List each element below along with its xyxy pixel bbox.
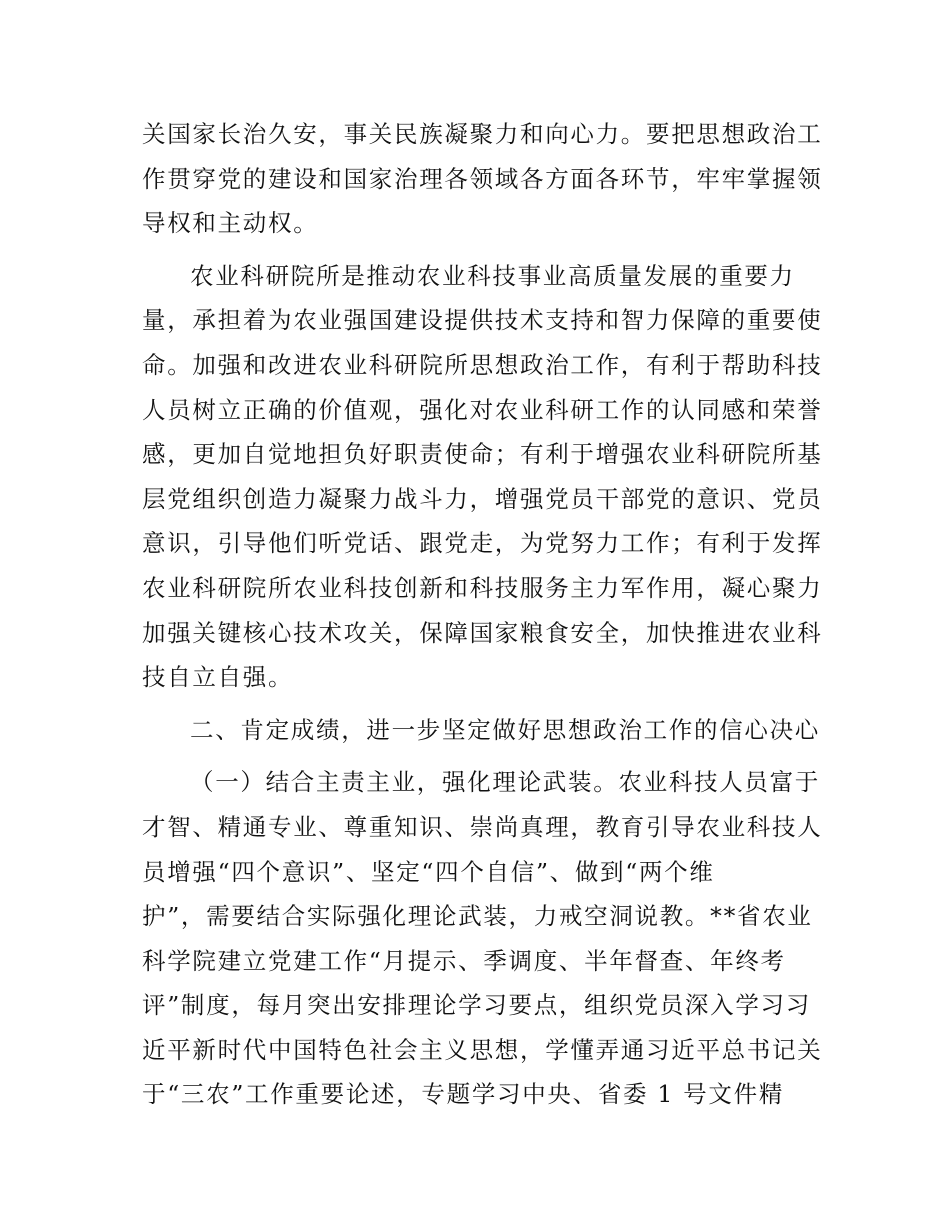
paragraph-research-institutes [142,254,823,700]
paragraph-line: 于“三农”工作重要论述，专题学习中央、省委 1 号文件精 [142,1080,785,1109]
paragraph-line: 层党组织创造力凝聚力战斗力，增强党员干部党的意识、党员 [142,484,823,513]
paragraph-line: （一）结合主责主业，强化理论武装。农业科技人员富于 [190,768,820,797]
paragraph-continuation [142,112,823,246]
paragraph-gap [142,700,810,708]
paragraph-line: 量，承担着为农业强国建设提供技术支持和智力保障的重要使 [142,306,823,335]
paragraph-line: 人员树立正确的价值观，强化对农业科研工作的认同感和荣誉 [142,395,823,424]
paragraph-gap [142,752,810,760]
paragraph-line: 评”制度，每月突出安排理论学习要点，组织党员深入学习习 [142,991,811,1020]
paragraph-line: 加强关键核心技术攻关，保障国家粮食安全，加快推进农业科 [142,618,823,647]
paragraph-theory-armament [142,760,823,1117]
section-heading [142,708,820,753]
paragraph-line: 关国家长治久安，事关民族凝聚力和向心力。要把思想政治工 [142,120,823,148]
paragraph-line: 才智、精通专业、尊重知识、崇尚真理，教育引导农业科技人 [142,812,823,841]
section-heading-text: 二、肯定成绩，进一步坚定做好思想政治工作的信心决心 [190,715,820,744]
paragraph-line: 导权和主动权。 [142,209,319,238]
paragraph-line: 感，更加自觉地担负好职责使命；有利于增强农业科研院所基 [142,440,823,469]
paragraph-line: 近平新时代中国特色社会主义思想，学懂弄通习近平总书记关 [142,1035,823,1064]
paragraph-line: 员增强“四个意识”、坚定“四个自信”、做到“两个维 [142,857,715,886]
paragraph-line: 科学院建立党建工作“月提示、季调度、半年督查、年终考 [142,946,786,975]
document-body [142,112,823,1117]
paragraph-line: 护”，需要结合实际强化理论武装，力戒空洞说教。**省农业 [142,902,813,931]
paragraph-line: 作贯穿党的建设和国家治理各领域各方面各环节，牢牢掌握领 [142,164,823,193]
paragraph-line: 意识，引导他们听党话、跟党走，为党努力工作；有利于发挥 [142,529,823,558]
paragraph-line: 命。加强和改进农业科研院所思想政治工作，有利于帮助科技 [142,350,823,379]
paragraph-gap [142,246,810,254]
paragraph-line: 技自立自强。 [142,663,294,692]
paragraph-line: 农业科研院所农业科技创新和科技服务主力军作用，凝心聚力 [142,573,823,602]
paragraph-line: 农业科研院所是推动农业科技事业高质量发展的重要力 [190,261,795,290]
